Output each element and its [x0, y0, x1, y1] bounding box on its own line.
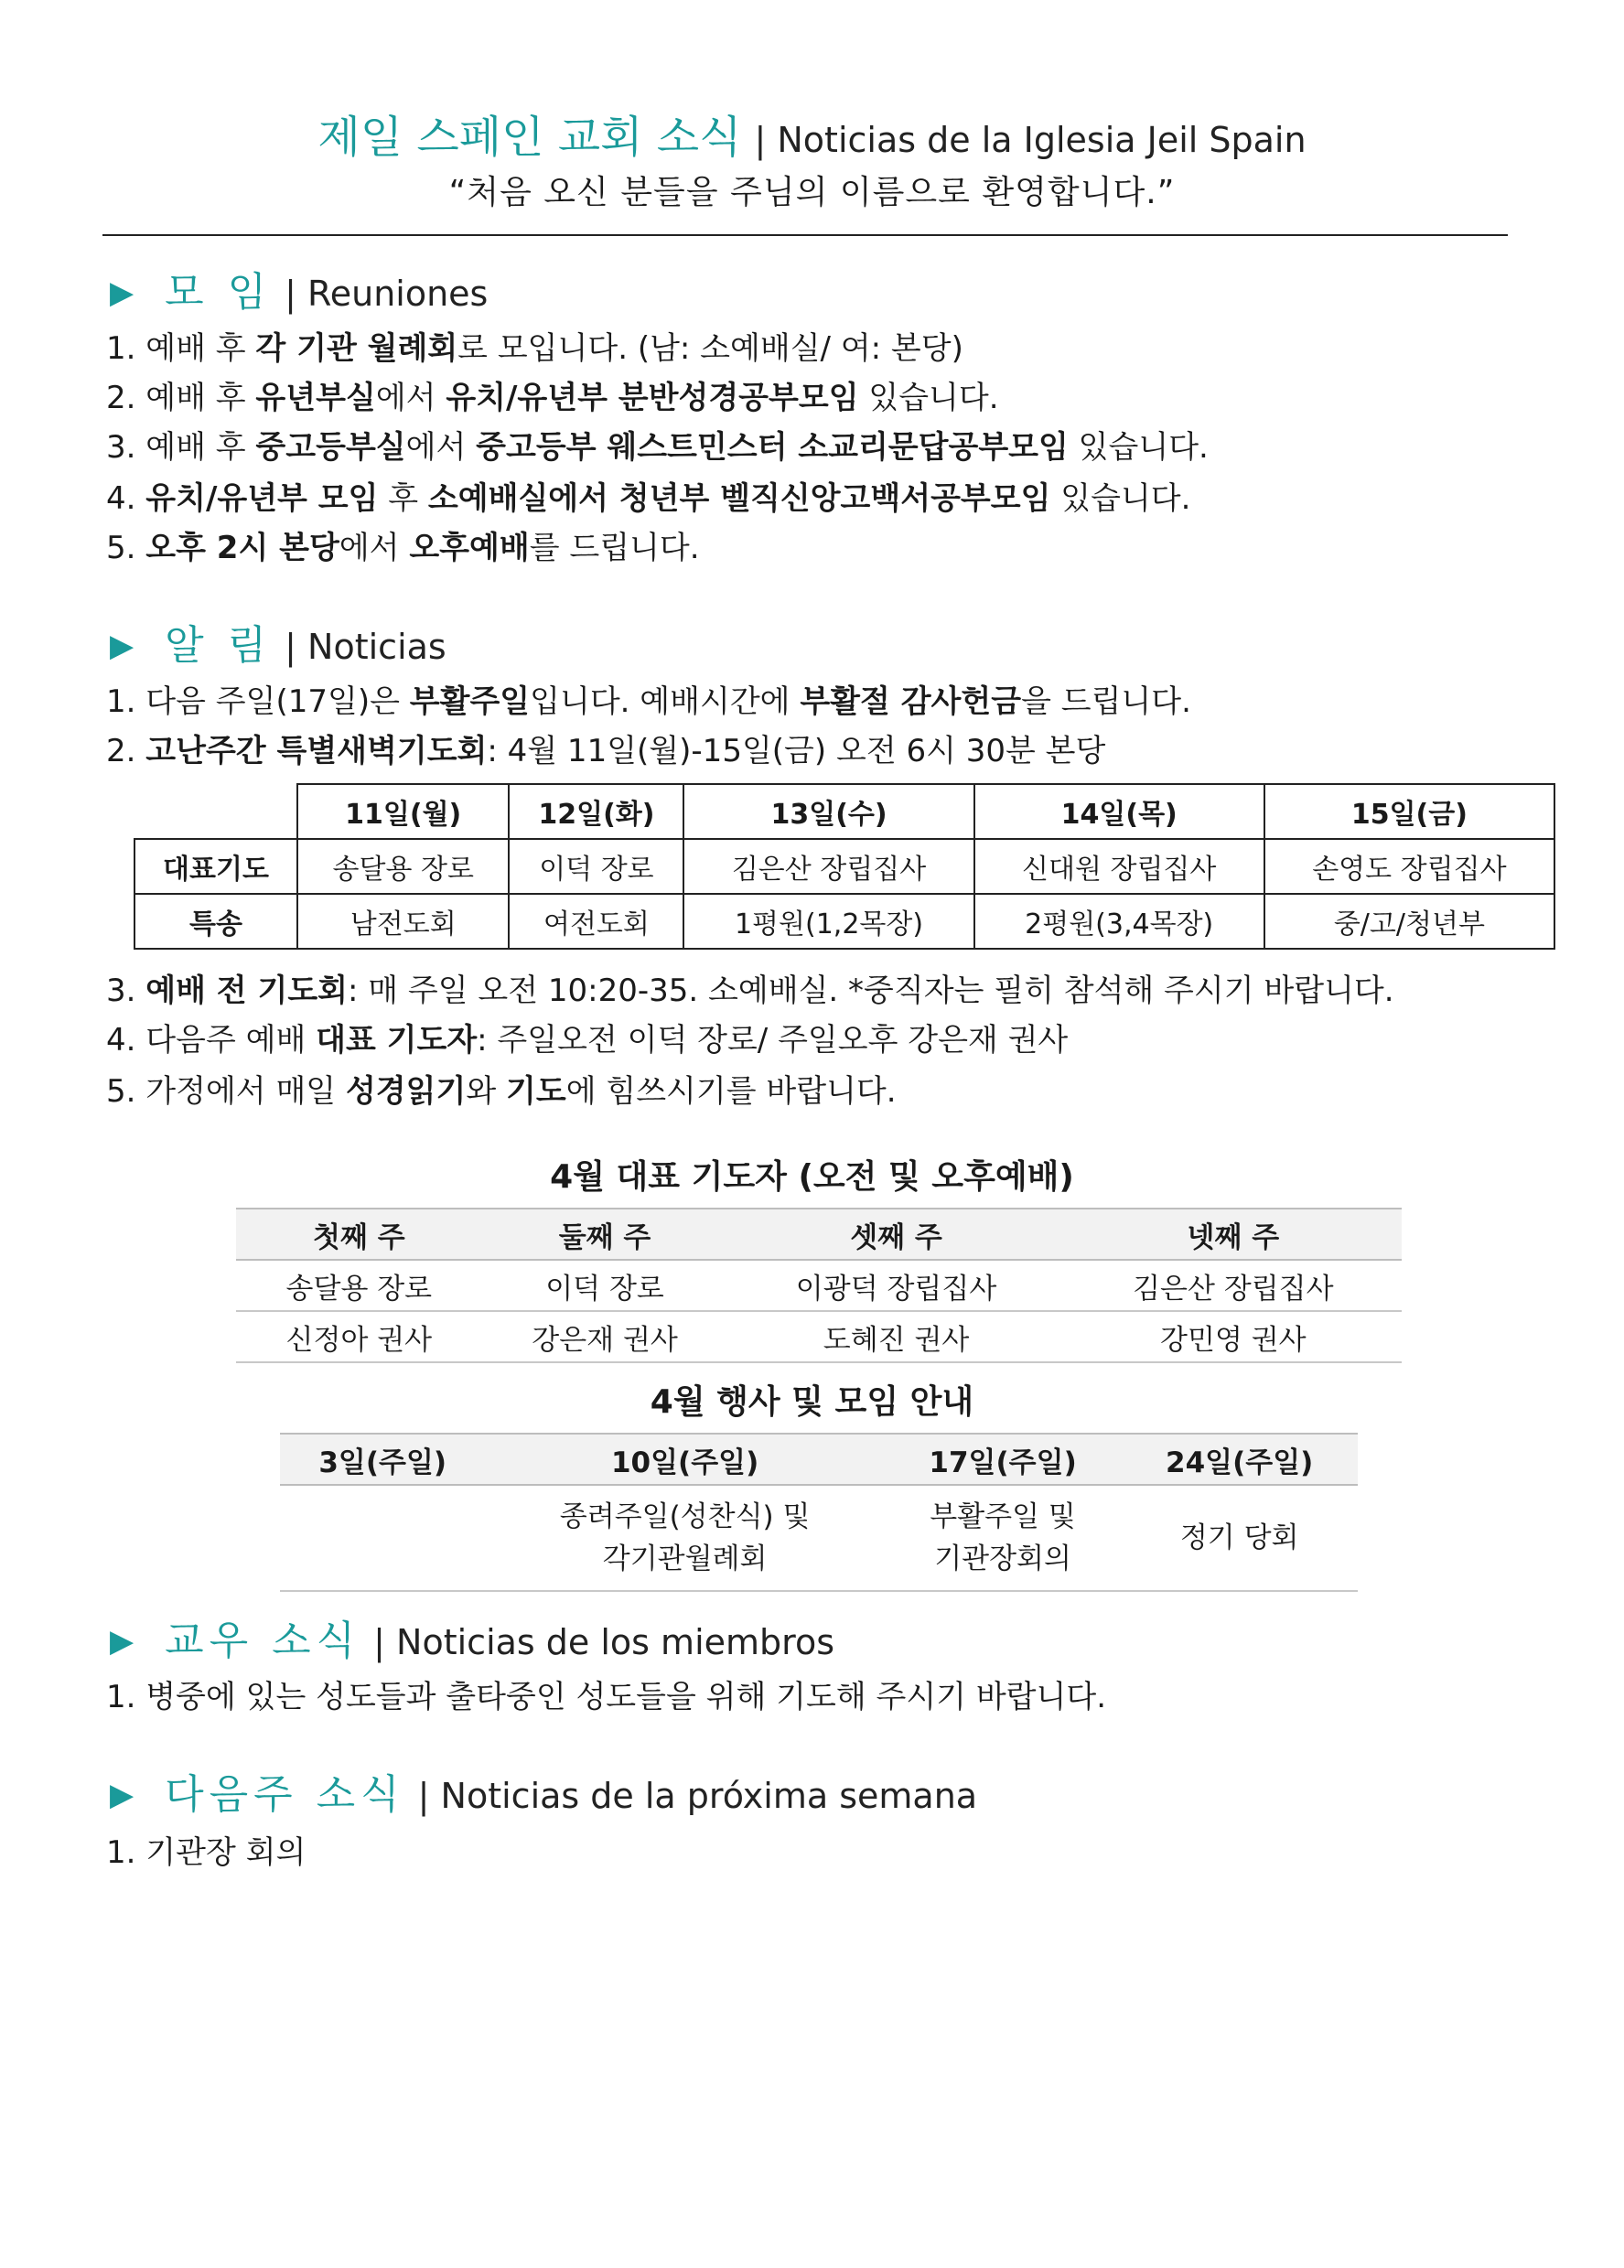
list-item	[106, 970, 1394, 1012]
text: : 주일오전 이덕 장로/ 주일오후 강은재 권사	[477, 1022, 1069, 1059]
table-cell: 2평원(3,4목장)	[974, 894, 1264, 949]
bold-text: 오후 2시 본당	[145, 530, 339, 566]
april-prayer-table	[236, 1208, 1402, 1363]
table-corner	[134, 784, 297, 839]
text: 예배 후	[145, 330, 256, 367]
list-number: 3.	[106, 429, 136, 466]
list-number: 1.	[106, 1834, 136, 1871]
table-row	[236, 1311, 1402, 1362]
bold-text: 부활주일	[409, 683, 531, 720]
list-item	[106, 1019, 1068, 1061]
list-item	[106, 1676, 1106, 1718]
cell-line: 부활주일 및	[930, 1500, 1076, 1533]
text: 후	[378, 480, 428, 517]
table-cell: 신정아 권사	[236, 1311, 482, 1362]
table-cell: 손영도 장립집사	[1264, 839, 1554, 894]
bold-text: 중고등부실	[255, 429, 406, 466]
table-header: 14일(목)	[974, 784, 1264, 839]
list-number: 3.	[106, 973, 136, 1009]
table-cell: 이광덕 장립집사	[727, 1260, 1064, 1311]
table-row	[280, 1485, 1358, 1591]
text: 있습니다.	[1068, 429, 1209, 466]
table-header: 셋째 주	[727, 1209, 1064, 1260]
april-events-table	[280, 1433, 1358, 1592]
text: 있습니다.	[858, 380, 999, 416]
triangle-bullet-icon: ▶	[110, 628, 134, 664]
text: 가정에서 매일	[145, 1073, 346, 1110]
table-row	[134, 839, 1554, 894]
bold-text: 유치/유년부 모임	[145, 480, 379, 517]
list-number: 2.	[106, 733, 136, 769]
table-cell: 중/고/청년부	[1264, 894, 1554, 949]
cell-line: 종려주일(성찬식) 및	[559, 1500, 811, 1533]
section-title-kr: 모 임	[165, 269, 273, 316]
table-header: 첫째 주	[236, 1209, 482, 1260]
table-header: 넷째 주	[1065, 1209, 1402, 1260]
table-header: 17일(주일)	[885, 1434, 1122, 1485]
list-item	[106, 527, 700, 569]
text: 다음 주일(17일)은	[145, 683, 410, 720]
table-cell: 1평원(1,2목장)	[683, 894, 973, 949]
text: 예배 후	[145, 380, 256, 416]
table-row	[236, 1260, 1402, 1311]
bold-text: 기도	[506, 1073, 566, 1110]
table-cell: 여전도회	[509, 894, 683, 949]
text: 에서	[339, 530, 410, 566]
triangle-bullet-icon: ▶	[110, 274, 134, 311]
table-header: 13일(수)	[683, 784, 973, 839]
table-cell: 신대원 장립집사	[974, 839, 1264, 894]
text: 와	[466, 1073, 506, 1110]
table-header: 11일(월)	[297, 784, 509, 839]
triangle-bullet-icon: ▶	[110, 1623, 134, 1660]
section-title-es: | Reuniones	[285, 274, 489, 314]
list-number: 5.	[106, 530, 136, 566]
table-cell: 강민영 권사	[1065, 1311, 1402, 1362]
text: 기관장 회의	[145, 1834, 307, 1871]
table-cell: 남전도회	[297, 894, 509, 949]
table-header: 3일(주일)	[280, 1434, 485, 1485]
section-next-week-heading	[110, 1768, 977, 1823]
cell-line: 기관장회의	[934, 1542, 1071, 1575]
section-title-kr: 알 림	[165, 622, 273, 669]
list-number: 1.	[106, 1679, 136, 1715]
list-item	[106, 426, 1209, 468]
text: 있습니다.	[1050, 480, 1191, 517]
welcome-subtitle: “처음 오신 분들을 주님의 이름으로 환영합니다.”	[448, 174, 1176, 211]
page-title	[0, 110, 1624, 167]
list-item	[106, 1070, 897, 1113]
text: 를 드립니다.	[529, 530, 700, 566]
text: 을 드립니다.	[1021, 683, 1191, 720]
list-item	[106, 377, 999, 419]
title-korean: 제일 스페인 교회 소식	[317, 112, 742, 163]
april-prayer-caption: 4월 대표 기도자 (오전 및 오후예배)	[550, 1158, 1074, 1196]
section-title-es: | Noticias	[285, 627, 446, 667]
list-number: 1.	[106, 683, 136, 720]
table-cell: 송달용 장로	[236, 1260, 482, 1311]
row-label: 대표기도	[134, 839, 297, 894]
table-header: 24일(주일)	[1121, 1434, 1358, 1485]
list-number: 2.	[106, 380, 136, 416]
table-header: 둘째 주	[482, 1209, 728, 1260]
prayer-week-table	[134, 783, 1555, 950]
table-header: 15일(금)	[1264, 784, 1554, 839]
triangle-bullet-icon: ▶	[110, 1777, 134, 1813]
row-label: 특송	[134, 894, 297, 949]
list-number: 4.	[106, 1022, 136, 1059]
title-spanish: | Noticias de la Iglesia Jeil Spain	[754, 120, 1307, 160]
table-cell: 송달용 장로	[297, 839, 509, 894]
table-cell	[280, 1485, 485, 1591]
text: 다음주 예배	[145, 1022, 317, 1059]
table-cell	[1121, 1485, 1358, 1591]
section-members-heading	[110, 1614, 834, 1670]
april-events-caption: 4월 행사 및 모임 안내	[650, 1383, 974, 1421]
bold-text: 성경읽기	[345, 1073, 467, 1110]
table-row	[134, 894, 1554, 949]
table-cell: 도혜진 권사	[727, 1311, 1064, 1362]
bold-text: 부활절 감사헌금	[800, 683, 1022, 720]
table-cell: 김은산 장립집사	[1065, 1260, 1402, 1311]
section-title-es: | Noticias de los miembros	[373, 1622, 834, 1662]
cell-line: 각기관월례회	[602, 1542, 768, 1575]
list-item	[106, 730, 1105, 772]
bold-text: 고난주간 특별새벽기도회	[145, 733, 488, 769]
list-item	[106, 328, 963, 370]
table-cell: 이덕 장로	[509, 839, 683, 894]
table-cell	[885, 1485, 1122, 1591]
text: 에 힘쓰시기를 바랍니다.	[565, 1073, 897, 1110]
section-meetings-heading	[110, 265, 488, 321]
bold-text: 중고등부 웨스트민스터 소교리문답공부모임	[476, 429, 1069, 466]
list-number: 5.	[106, 1073, 136, 1110]
bold-text: 유년부실	[255, 380, 376, 416]
table-cell	[485, 1485, 884, 1591]
table-cell: 이덕 장로	[482, 1260, 728, 1311]
section-notices-heading	[110, 618, 446, 674]
table-header: 10일(주일)	[485, 1434, 884, 1485]
list-item	[106, 681, 1191, 723]
text: : 4월 11일(월)-15일(금) 오전 6시 30분 본당	[487, 733, 1106, 769]
section-title-es: | Noticias de la próxima semana	[417, 1776, 978, 1816]
bold-text: 유치/유년부 분반성경공부모임	[446, 380, 859, 416]
list-item	[106, 478, 1190, 520]
text: 입니다. 예배시간에	[530, 683, 801, 720]
bold-text: 예배 전 기도회	[145, 973, 349, 1009]
list-number: 4.	[106, 480, 136, 517]
table-cell: 김은산 장립집사	[683, 839, 973, 894]
text: 로 모입니다. (남: 소예배실/ 여: 본당)	[457, 330, 963, 367]
header-divider	[102, 234, 1508, 236]
section-title-kr: 교우 소식	[165, 1618, 361, 1664]
text: 에서	[375, 380, 446, 416]
bold-text: 소예배실에서 청년부 벨직신앙고백서공부모임	[427, 480, 1051, 517]
text: : 매 주일 오전 10:20-35. 소예배실. *중직자는 필히 참석해 주시기 바랍니다.	[348, 973, 1394, 1009]
list-item	[106, 1832, 306, 1874]
bold-text: 오후예배	[409, 530, 530, 566]
list-number: 1.	[106, 330, 136, 367]
bold-text: 대표 기도자	[316, 1022, 478, 1059]
table-cell: 강은재 권사	[482, 1311, 728, 1362]
section-title-kr: 다음주 소식	[165, 1771, 405, 1818]
text: 병중에 있는 성도들과 출타중인 성도들을 위해 기도해 주시기 바랍니다.	[145, 1679, 1107, 1715]
bold-text: 각 기관 월례회	[255, 330, 458, 367]
text: 에서	[405, 429, 477, 466]
text: 예배 후	[145, 429, 256, 466]
cell-line: 정기 당회	[1179, 1521, 1299, 1554]
table-header: 12일(화)	[509, 784, 683, 839]
